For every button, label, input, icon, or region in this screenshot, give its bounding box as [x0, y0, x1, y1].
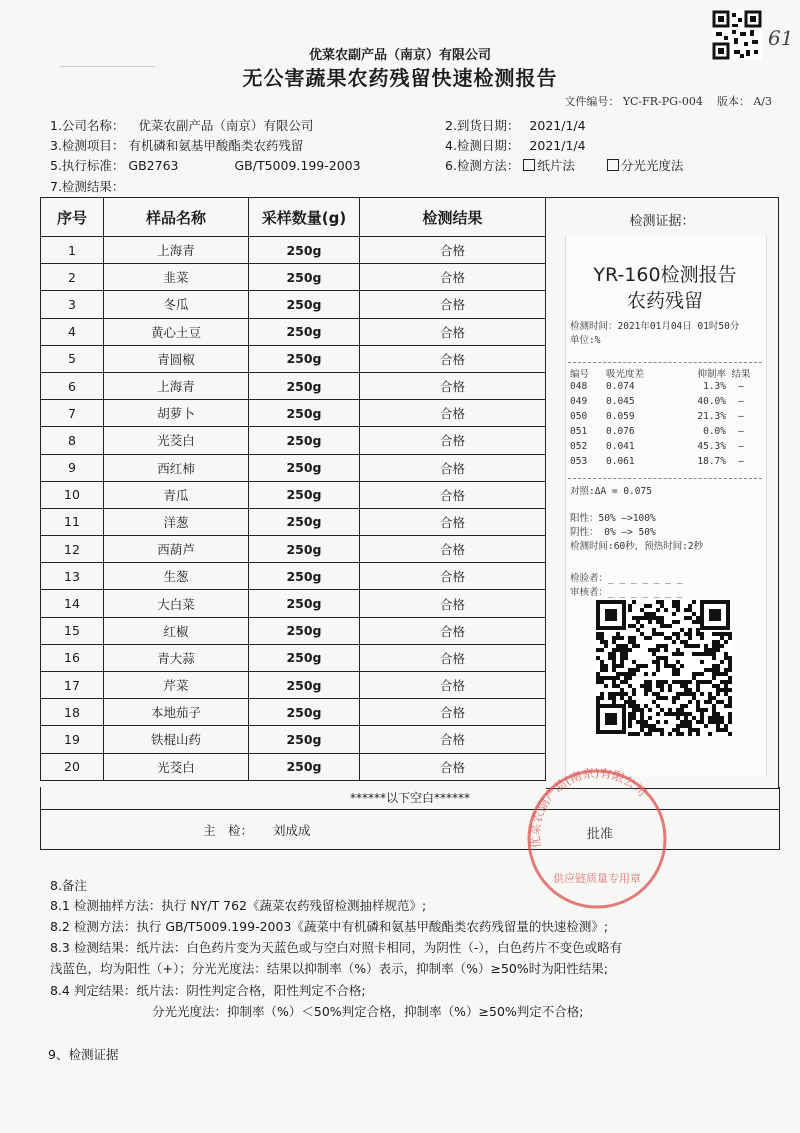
table-row	[41, 427, 546, 454]
cell-sample-name: 冬瓜	[104, 291, 249, 318]
cell-result: 合格	[360, 427, 546, 454]
test-date-field	[445, 136, 586, 154]
receipt-cell: 抑制率	[697, 369, 726, 380]
company-header: 优菜农副产品（南京）有限公司	[308, 48, 491, 63]
cell-index: 16	[41, 644, 104, 671]
receipt-row	[570, 381, 760, 396]
cell-result: 合格	[360, 454, 546, 481]
results-table	[40, 197, 546, 781]
cell-index: 10	[41, 481, 104, 508]
cell-amount: 250g	[249, 427, 360, 454]
arrival-date-label: 2.到货日期：	[445, 118, 520, 133]
note-8-3b: 浅蓝色，均为阳性（+）；分光光度法：结果以抑制率（%）表示，抑制率（%）≥50%时为阳性结果;	[50, 961, 608, 976]
cell-amount: 250g	[249, 563, 360, 590]
test-date-label: 4.检测日期：	[445, 138, 520, 153]
cell-amount: 250g	[249, 318, 360, 345]
receipt-cell: 0.0%	[703, 426, 726, 437]
cell-amount: 250g	[249, 237, 360, 264]
receipt-divider	[568, 362, 762, 364]
cell-amount: 250g	[249, 345, 360, 372]
cell-amount: 250g	[249, 454, 360, 481]
report-title: 无公害蔬果农药残留快速检测报告	[242, 66, 558, 90]
cell-index: 7	[41, 400, 104, 427]
standard-label: 5.执行标准：	[50, 158, 125, 173]
col-header-amount: 采样数量(g)	[249, 198, 360, 237]
receipt-time-value: 2021年01月04日 01时50分	[617, 321, 740, 332]
table-row	[41, 536, 546, 563]
receipt-row	[570, 441, 760, 456]
note-8-4a: 8.4 判定结果：纸片法：阴性判定合格，阳性判定不合格;	[50, 983, 366, 998]
cell-sample-name: 上海青	[104, 237, 249, 264]
inspector-label: 主 检：	[203, 823, 254, 838]
table-row	[41, 454, 546, 481]
cell-result: 合格	[360, 644, 546, 671]
receipt-cell: 吸光度差	[606, 369, 645, 380]
cell-sample-name: 红椒	[104, 617, 249, 644]
test-item-label: 3.检测项目：	[50, 138, 125, 153]
table-row	[41, 291, 546, 318]
cell-index: 2	[41, 264, 104, 291]
col-header-name: 样品名称	[104, 198, 249, 237]
evidence-label: 检测证据：	[629, 214, 695, 229]
table-row	[41, 672, 546, 699]
receipt-title-2: 农药残留	[626, 290, 703, 312]
table-row	[41, 481, 546, 508]
receipt-cell: 1.3%	[703, 381, 726, 392]
cell-result: 合格	[360, 536, 546, 563]
cell-index: 9	[41, 454, 104, 481]
cell-result: 合格	[360, 699, 546, 726]
blank-note: ******以下空白******	[40, 787, 780, 810]
cell-amount: 250g	[249, 672, 360, 699]
company-name-value: 优菜农副产品（南京）有限公司	[138, 118, 314, 133]
note-8-2: 8.2 检测方法：执行 GB/T5009.199-2003《蔬菜中有机磷和氨基甲酸酯类农药残留量的快速检测》;	[50, 919, 609, 934]
cell-sample-name: 光茭白	[104, 427, 249, 454]
cell-sample-name: 光茭白	[104, 753, 249, 780]
evidence-section-heading: 9、检测证据	[48, 1047, 119, 1062]
table-header-row	[41, 198, 546, 237]
standard-field	[50, 156, 361, 174]
cell-amount: 250g	[249, 508, 360, 535]
cell-sample-name: 洋葱	[104, 508, 249, 535]
table-row	[41, 400, 546, 427]
method-label: 6.检测方法：	[445, 158, 520, 173]
col-header-result: 检测结果	[360, 198, 546, 237]
cell-amount: 250g	[249, 726, 360, 753]
company-name-field	[50, 116, 313, 134]
cell-result: 合格	[360, 345, 546, 372]
receipt-table	[570, 366, 760, 471]
cell-index: 17	[41, 672, 104, 699]
receipt-control: 对照:ΔA = 0.075	[570, 486, 652, 497]
receipt-cell: —	[738, 381, 744, 392]
receipt-negative: 阴性： 0% —> 50%	[570, 527, 656, 538]
receipt-title-1: YR-160检测报告	[593, 264, 737, 286]
test-item-field	[50, 136, 303, 154]
note-8-1: 8.1 检测抽样方法：执行 NY/T 762《蔬菜农药残留检测抽样规范》;	[50, 898, 427, 913]
standard-value-1: GB2763	[128, 158, 179, 173]
table-row	[41, 644, 546, 671]
col-header-index: 序号	[41, 198, 104, 237]
method-field	[445, 156, 683, 174]
receipt-cell: —	[738, 426, 744, 437]
receipt-cell: —	[738, 411, 744, 422]
receipt-cell: 049	[570, 396, 588, 407]
cell-index: 12	[41, 536, 104, 563]
receipt-cell: 053	[570, 456, 588, 467]
cell-amount: 250g	[249, 699, 360, 726]
cell-index: 8	[41, 427, 104, 454]
method-option-spectro: 分光光度法	[620, 158, 684, 173]
standard-value-2: GB/T5009.199-2003	[234, 158, 361, 173]
cell-index: 5	[41, 345, 104, 372]
receipt-row	[570, 396, 760, 411]
receipt-cell: 048	[570, 381, 588, 392]
receipt-row	[570, 426, 760, 441]
receipt-time	[570, 318, 739, 332]
cell-index: 15	[41, 617, 104, 644]
cell-result: 合格	[360, 672, 546, 699]
cell-sample-name: 青大蒜	[104, 644, 249, 671]
table-row	[41, 508, 546, 535]
cell-result: 合格	[360, 508, 546, 535]
cell-sample-name: 生葱	[104, 563, 249, 590]
cell-index: 1	[41, 237, 104, 264]
cell-amount: 250g	[249, 644, 360, 671]
cell-sample-name: 大白菜	[104, 590, 249, 617]
receipt-reviewer-label: 审核者：	[570, 587, 609, 598]
cell-amount: 250g	[249, 617, 360, 644]
cell-result: 合格	[360, 563, 546, 590]
receipt-cell: 0.076	[606, 426, 635, 437]
receipt-positive: 阳性：50% —>100%	[570, 513, 656, 524]
cell-sample-name: 西葫芦	[104, 536, 249, 563]
cell-result: 合格	[360, 400, 546, 427]
cell-index: 13	[41, 563, 104, 590]
version: A/3	[753, 95, 772, 108]
cell-sample-name: 本地茄子	[104, 699, 249, 726]
cell-amount: 250g	[249, 400, 360, 427]
receipt-time-label: 检测时间：	[570, 321, 618, 332]
table-row	[41, 264, 546, 291]
cell-result: 合格	[360, 753, 546, 780]
cell-index: 18	[41, 699, 104, 726]
receipt-cell: —	[738, 456, 744, 467]
receipt-cell: 0.074	[606, 381, 635, 392]
cell-amount: 250g	[249, 291, 360, 318]
receipt-cell: 40.0%	[697, 396, 726, 407]
table-row	[41, 372, 546, 399]
note-8-3a: 8.3 检测结果：纸片法：白色药片变为天蓝色或与空白对照卡相同，为阴性（-），白色药片不变色或略有	[50, 940, 623, 955]
receipt-row	[570, 411, 760, 426]
cell-sample-name: 上海青	[104, 372, 249, 399]
receipt-cell: 050	[570, 411, 588, 422]
receipt-cell: —	[738, 396, 744, 407]
receipt-header-row	[570, 366, 760, 381]
receipt-cell: 18.7%	[697, 456, 726, 467]
svg-text:批准: 批准	[586, 827, 614, 842]
cell-index: 20	[41, 753, 104, 780]
method-option-paper: 纸片法	[537, 158, 575, 173]
cell-result: 合格	[360, 726, 546, 753]
cell-index: 14	[41, 590, 104, 617]
receipt-times: 检测时间:60秒，预热时间:2秒	[570, 541, 704, 552]
table-row	[41, 237, 546, 264]
cell-amount: 250g	[249, 536, 360, 563]
svg-text:供应链质量专用章: 供应链质量专用章	[553, 872, 641, 885]
receipt-unit: 单位:%	[570, 335, 601, 346]
cell-sample-name: 胡萝卜	[104, 400, 249, 427]
arrival-date-value: 2021/1/4	[529, 118, 586, 133]
cell-sample-name: 韭菜	[104, 264, 249, 291]
cell-index: 11	[41, 508, 104, 535]
receipt-title	[565, 262, 765, 314]
receipt-cell: 0.061	[606, 456, 635, 467]
cell-result: 合格	[360, 481, 546, 508]
note-8-4b: 分光光度法：抑制率（%）＜50%判定合格，抑制率（%）≥50%判定不合格;	[152, 1004, 584, 1019]
receipt-cell: —	[738, 441, 744, 452]
company-seal-icon	[520, 762, 675, 917]
cell-index: 4	[41, 318, 104, 345]
receipt-cell: 0.045	[606, 396, 635, 407]
file-info	[564, 93, 772, 109]
receipt-cell: 052	[570, 441, 588, 452]
receipt-cell: 编号	[570, 369, 590, 380]
cell-amount: 250g	[249, 590, 360, 617]
table-row	[41, 318, 546, 345]
receipt-qr-code-icon	[596, 600, 732, 736]
receipt-cell: 结果	[731, 369, 751, 380]
inspector-name: 刘成成	[273, 823, 311, 838]
test-date-value: 2021/1/4	[529, 138, 586, 153]
table-row	[41, 617, 546, 644]
test-item-value: 有机磷和氨基甲酸酯类农药残留	[128, 138, 304, 153]
receipt-cell: 0.059	[606, 411, 635, 422]
cell-result: 合格	[360, 237, 546, 264]
receipt-cell: 0.041	[606, 441, 635, 452]
cell-index: 19	[41, 726, 104, 753]
cell-sample-name: 芹菜	[104, 672, 249, 699]
cell-amount: 250g	[249, 481, 360, 508]
cell-sample-name: 铁棍山药	[104, 726, 249, 753]
cell-result: 合格	[360, 264, 546, 291]
file-no-label: 文件编号：	[564, 95, 620, 108]
cell-result: 合格	[360, 372, 546, 399]
table-row	[41, 699, 546, 726]
cell-amount: 250g	[249, 753, 360, 780]
receipt-reviewer: 审核者：_ _ _ _ _ _ _	[570, 587, 683, 598]
receipt-tester: 检验者：_ _ _ _ _ _ _	[570, 573, 683, 584]
cell-index: 6	[41, 372, 104, 399]
notes-heading: 8.备注	[50, 878, 87, 893]
receipt-divider-2	[568, 478, 762, 480]
checkbox-paper[interactable]	[523, 159, 535, 171]
table-row	[41, 726, 546, 753]
receipt-cell: 45.3%	[697, 441, 726, 452]
table-row	[41, 753, 546, 780]
handwritten-number: 61	[768, 26, 794, 50]
arrival-date-field	[445, 116, 586, 134]
cell-sample-name: 青瓜	[104, 481, 249, 508]
cell-sample-name: 西红柿	[104, 454, 249, 481]
receipt-cell: 21.3%	[697, 411, 726, 422]
results-label: 7.检测结果：	[50, 179, 125, 194]
cell-result: 合格	[360, 617, 546, 644]
company-name-label: 1.公司名称：	[50, 118, 125, 133]
checkbox-spectro[interactable]	[607, 159, 619, 171]
cell-result: 合格	[360, 291, 546, 318]
cell-result: 合格	[360, 590, 546, 617]
cell-amount: 250g	[249, 264, 360, 291]
cell-sample-name: 黄心土豆	[104, 318, 249, 345]
table-body	[41, 237, 546, 781]
cell-sample-name: 青圆椒	[104, 345, 249, 372]
table-row	[41, 563, 546, 590]
receipt-row	[570, 456, 760, 471]
cell-amount: 250g	[249, 372, 360, 399]
file-no: YC-FR-PG-004	[622, 95, 703, 108]
receipt-cell: 051	[570, 426, 588, 437]
svg-text:优菜农副产品(南京)有限公司: 优菜农副产品(南京)有限公司	[528, 765, 650, 850]
version-label: 版本：	[716, 95, 750, 108]
receipt-tester-label: 检验者：	[570, 573, 609, 584]
table-row	[41, 345, 546, 372]
cell-index: 3	[41, 291, 104, 318]
table-row	[41, 590, 546, 617]
cell-result: 合格	[360, 318, 546, 345]
